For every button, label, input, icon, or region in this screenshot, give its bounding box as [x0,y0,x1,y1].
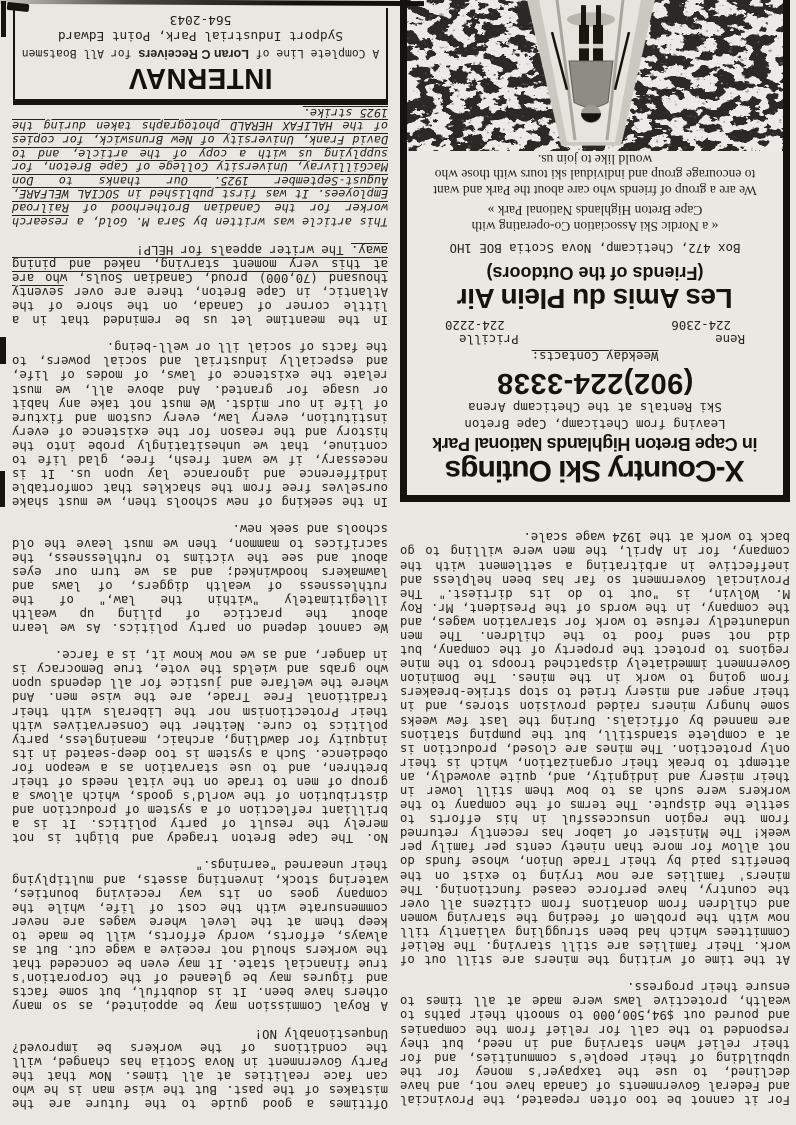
contact-name: Rene [715,331,745,347]
ski-ad-association: « a Nordic Ski Association Co-operating with Cape Breton Highlands National Park » [471,203,719,234]
ski-ad-contacts-label: Weekday Contacts: [531,348,659,364]
article-closing-paragraph [12,243,388,328]
scan-artifact-edge [0,471,5,507]
internav-tagline [21,46,380,61]
article-paragraph: We cannot depend on party politics. As we learn about the practice of piling up wealth illegitimately "within the law," of the ruthlessness of wealth diggers, of laws and lawmakers hoodwinked; and as we turn our eyes about and see the victims to ruthlessness, the sacrifices to mammon, then we must leave the old schools and seek new. [12,522,388,636]
contact-phone: 224-2306 [671,317,731,333]
tagline-pre: A Complete Line of [248,46,380,61]
article-paragraph: In the seeking of new schools then, we must shake ourselves free from the shackles that comfortable indifference and ignorance lay upon us. It is necessary, if we want fresh, free, glad life to continue, that we unhesitatingly probe into the history and the reason for the existence of every institution, every law, every custom and fixture of life in our midst. We must not take any habit or usage for granted. And above all, we must relate the existence of laws, of modes of life, and especially industrial and social powers, to the facts of social ill or well-being. [12,340,388,510]
ski-ad-headline: X-Country Ski Outings [445,454,745,487]
closing-underlined-text: seventy thousand (70,000) proud, Canadian Souls, who are at this very moment starving, naked and pining away. [12,242,388,300]
scan-artifact-edge [1,1,6,37]
contact-rene [671,318,745,346]
article-paragraph: No. The Cape Breton tragedy and blight is not merely the result of party politics. It is a brilliant reflection of a system of production and distribution of the world's goods, which allows a group of men to trade on the vital needs of their brethren, and to use starvation as a weapon for obedience. Such a system is too deep-seated in its iniquity for dawdling, archaic, meaningless, party politics to cure. Neither the Conservatives with their Protectionism nor the Liberals with their traditional Free Trade, are the wise men. And where the welfare and justice for all depends upon who grabs and wields the vote, true Democracy is in danger, and as we now know it, is a farce. [12,648,388,846]
tagline-post: for All Boatsmen [21,46,139,61]
ski-ad-phone: (902)224-3338 [496,366,694,399]
ski-ad-address: Box 472, Cheticamp, Nova Scotia BOE 1HO [449,240,741,256]
scan-artifact-edge [0,337,6,364]
ski-ad-org-name: Les Amis du Plein Air [457,282,733,314]
article-paragraph: At the time of writing the miners are still out of work. Their families are still starving. The Relief Committees which had been struggling valiantly till now with the problem of feeding the starving women and children from donations from citizens all over the country, have perforce ceased functioning. The miners' families are now trying to exist on the benefits paid by their Trade Union, whose funds do not allow for more than ninety cents per family per week! The Minister of Labor has recently returned from the region unsuccessful in his efforts to settle the dispute. The terms of the company to the workers were such as to bow them still lower in their misery and indignity, and, quite avowedly, an attempt to break their organization, which is their only protection. The mines are closed, production is at a complete standstill, but the pumping stations are manned by officials. During the last few weeks some hungry miners raided provision stores, and in their anger and misery tried to stop strike-breakers from going to work in the mines. The Dominion Government immediately dispatched troops to the mine regions to protect the property of the company, but did not send food to the children. The men undauntedly refuse to work for starvation wages, and the company, in the words of the President, Mr. Roy M. Wolvin, is "out to do its dirtiest." The Provincial Government so far has been helpless and ineffective in arbitrating a settlement with the company, for in April, the men were willing to go back to work at the 1924 wage scale. [400,530,790,968]
editor-credit-note [12,105,388,227]
contact-pricille [445,318,519,346]
internav-ad [13,8,388,105]
ski-ad-org-subtitle: (Friends of the Outdoors) [486,263,704,284]
contact-name: Pricille [459,331,519,347]
closing-text: In the meantime let us be reminded that in a little corner of Canada, on the shore of the Atlantic, in Cape Breton, there are over [12,285,388,328]
article-paragraph: For it cannot be too often repeated, the Provincial and Federal Governments of Canada have not, and have declined, to use the taxpayer's money for the upbuilding of their people's communities, and for their relief when starving and in need, but they responded to the call for relief from the companies and poured out $94,500,000 to smooth their paths to wealth, protective laws were made at all times to ensure their progress. [400,980,790,1107]
internav-address: Sydport Industrial Park, Point Edward [57,27,344,43]
credit-sources: research worker for the Canadian Brotherhood of Railroad Employees. It was first published in SOCIAL WELFARE, August-September 1925. Our thanks to Don MacGillivray, University College of Cape Breton, for supplying us with a copy of the article, and to David Frank, University of New Brunswick, for copies of the HALIFAX HERALD photographs taken during the 1925 strike. [12,105,388,229]
ski-outings-ad [400,0,790,502]
credit-lead: This article was written by Sara M. Gold, a [68,214,388,229]
article-column-left [400,0,790,1107]
closing-appeal: The writer appeals for HELP! [136,242,351,257]
ski-ad-contacts [445,318,745,346]
ski-ad-line: Ski Rentals at the Cheticamp Arena [468,399,722,415]
tagline-product: Loran C Receivers [138,46,249,61]
contact-phone: 224-2220 [445,317,505,333]
skier-photo [407,0,783,151]
article-paragraph: Ofttimes a good guide to the future are the mistakes of the past. But the wise man is he who can face realities at all times. Now that the Party Government in Nova Scotia has changed, will the conditions of the workers be improved? Unquestionably NO! [12,1026,388,1111]
ski-ad-blurb: We are a group of friends who care about the Park and want to encourage group and individual ski tours with those who would like to join us. [433,151,757,198]
article-column-right [12,8,388,1111]
ski-ad-subhead: in Cape Breton Highlands National Park [432,434,758,455]
internav-brand: INTERNAV [128,62,273,95]
internav-phone: 564-2043 [169,11,232,27]
ski-ad-line: Leaving from Cheticamp, Cape Breton [464,416,726,432]
article-paragraph: A Royal Commission may be appointed, as so many others have been. It is doubtful, but some facts and figures may be gleaned of the Corporation's true financial state. It may even be conceded that the workers should not receive a wage cut. But as always, efforts, wordy efforts, will be made to keep them at the level where wages are never commensurate with the cost of life, while the company goes on its way receiving bounties, watering stock, inventing assets, and multiplying their unearned "earnings." [12,858,388,1014]
